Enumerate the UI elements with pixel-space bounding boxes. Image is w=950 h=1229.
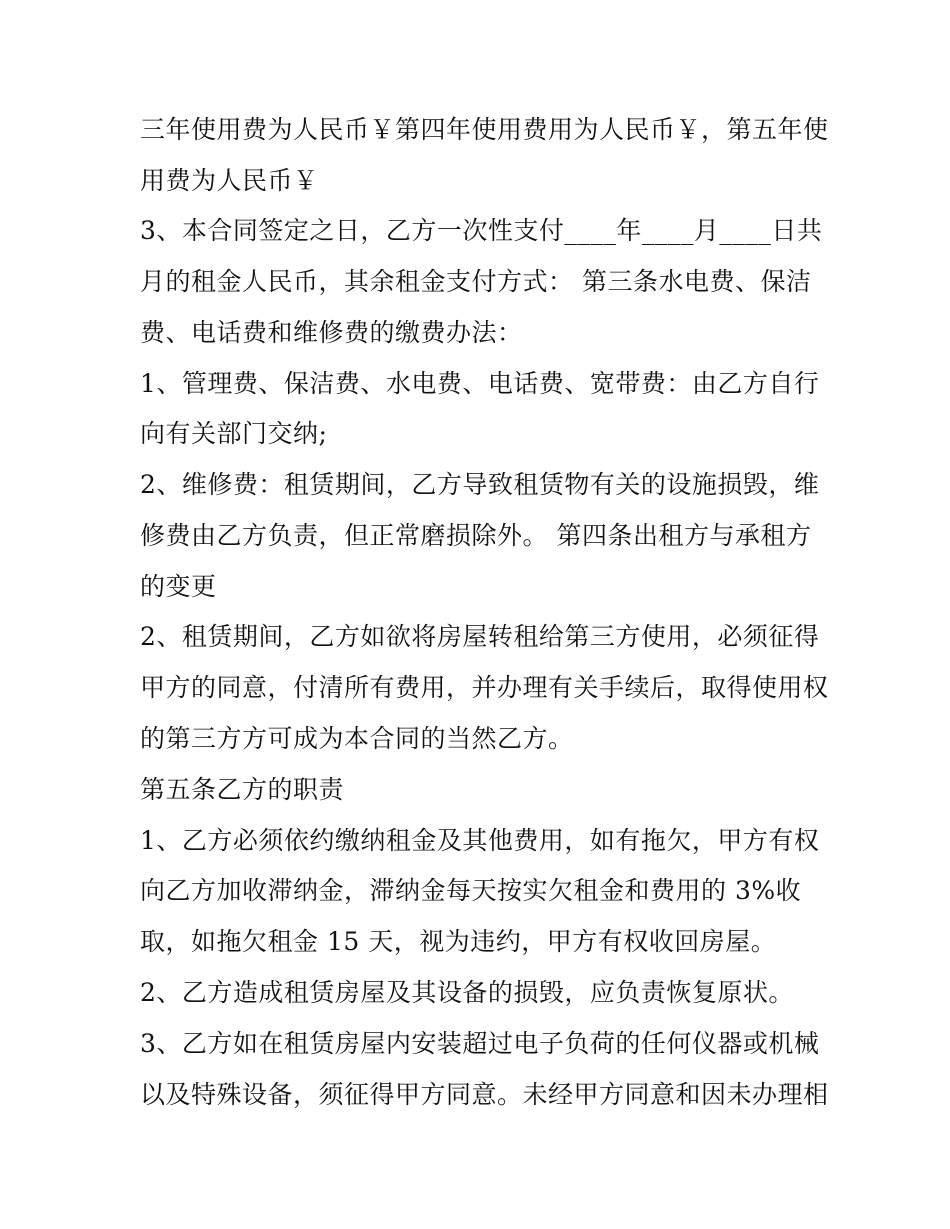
text-line: 1、管理费、保洁费、水电费、电话费、宽带费：由乙方自行 xyxy=(140,369,820,398)
text-line: 取，如拖欠租金 15 天，视为违约，甲方有权收回房屋。 xyxy=(140,927,777,956)
text-line: 2、乙方造成租赁房屋及其设备的损毁，应负责恢复原状。 xyxy=(140,978,794,1007)
text-line: 1、乙方必须依约缴纳租金及其他费用，如有拖欠，甲方有权 xyxy=(140,826,820,855)
text-line: 向乙方加收滞纳金，滞纳金每天按实欠租金和费用的 3%收 xyxy=(140,876,802,905)
text-line: 甲方的同意，付清所有费用，并办理有关手续后，取得使用权 xyxy=(140,673,829,702)
text-line: 的变更 xyxy=(140,572,217,601)
text-line: 的第三方方可成为本合同的当然乙方。 xyxy=(140,724,574,753)
text-line: 用费为人民币￥ xyxy=(140,166,319,195)
text-line: 费、电话费和维修费的缴费办法： xyxy=(140,318,523,347)
text-line: 2、租赁期间，乙方如欲将房屋转租给第三方使用，必须征得 xyxy=(140,622,820,651)
text-line: 修费由乙方负责，但正常磨损除外。 第四条出租方与承租方 xyxy=(140,521,812,550)
text-line: 三年使用费为人民币￥第四年使用费用为人民币￥，第五年使 xyxy=(140,115,829,144)
text-line: 3、本合同签定之日，乙方一次性支付____年____月____日共 xyxy=(140,216,823,245)
text-line: 以及特殊设备，须征得甲方同意。未经甲方同意和因未办理相 xyxy=(140,1080,829,1109)
text-line: 3、乙方如在租赁房屋内安装超过电子负荷的任何仪器或机械 xyxy=(140,1029,820,1058)
text-line: 月的租金人民币，其余租金支付方式： 第三条水电费、保洁 xyxy=(140,267,812,296)
text-line: 2、维修费：租赁期间，乙方导致租赁物有关的设施损毁，维 xyxy=(140,470,820,499)
text-line: 第五条乙方的职责 xyxy=(140,775,345,804)
text-line: 向有关部门交纳; xyxy=(140,419,328,448)
